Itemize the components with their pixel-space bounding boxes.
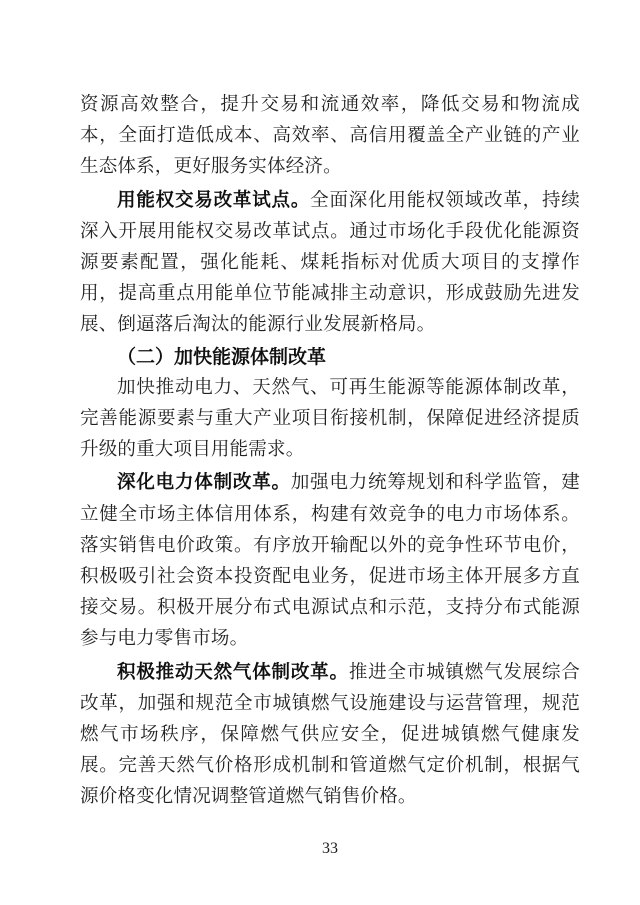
paragraph-text: 加强电力统筹规划和科学监管，建立健全市场主体信用体系，构建有效竞争的电力市场体系。落实销售电价政策。有序放开输配以外的竞争性环节电价，积极吸引社会资本投资配电业务，促进市场主体开展多方直接交易。积极开展分布式电源试点和示范，支持分布式能源参与电力零售市场。 <box>80 473 580 650</box>
paragraph-natural-gas-reform <box>80 656 580 814</box>
paragraph-text: 全面深化用能权领域改革，持续深入开展用能权交易改革试点。通过市场化手段优化能源资源要素配置，强化能耗、煤耗指标对优质大项目的支撑作用，提高重点用能单位节能减排主动意识，形成鼓励先进发展、倒逼落后淘汰的能源行业发展新格局。 <box>80 190 580 336</box>
paragraph-ecosystem-continuation <box>80 90 580 184</box>
page-number: 33 <box>322 839 338 857</box>
paragraph-text: 资源高效整合，提升交易和流通效率，降低交易和物流成本，全面打造低成本、高效率、高信用覆盖全产业链的产业生态体系，更好服务实体经济。 <box>80 95 580 178</box>
paragraph-bold-lead: 用能权交易改革试点。 <box>117 188 311 210</box>
paragraph-text: 推进全市城镇燃气发展综合改革，加强和规范全市城镇燃气设施建设与运营管理，规范燃气市场秩序，保障燃气供应安全，促进城镇燃气健康发展。完善天然气价格形成机制和管道燃气定价机制，根据气源价格变化情况调整管道燃气销售价格。 <box>80 662 580 808</box>
paragraph-power-system-reform <box>80 466 580 655</box>
paragraph-energy-system-overview <box>80 373 580 467</box>
paragraph-text: 加快推动电力、天然气、可再生能源等能源体制改革，完善能源要素与重大产业项目衔接机制，保障促进经济提质升级的重大项目用能需求。 <box>80 377 580 461</box>
paragraph-energy-use-rights-pilot <box>80 184 580 342</box>
section-heading-energy-system-reform: （二）加快能源体制改革 <box>117 346 327 368</box>
paragraph-bold-lead: 积极推动天然气体制改革。 <box>117 660 349 682</box>
text-block <box>80 90 580 859</box>
paragraph-bold-lead: 深化电力体制改革。 <box>117 471 291 493</box>
